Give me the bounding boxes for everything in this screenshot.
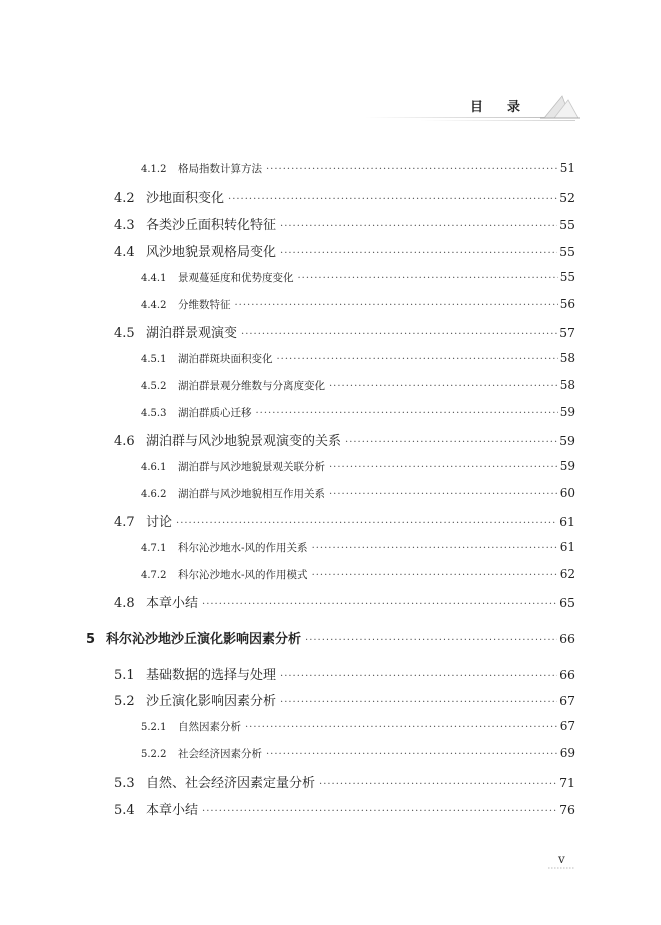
- toc-entry-title: 景观蔓延度和优势度变化: [178, 272, 294, 284]
- toc-entry-number: 4.5.3: [141, 408, 167, 419]
- toc-entry-page: 59: [559, 433, 575, 448]
- toc-leader-dots: [329, 489, 558, 500]
- toc-entry-page: 65: [559, 595, 575, 610]
- toc-entry[interactable]: [141, 540, 575, 555]
- toc-leader-dots: [228, 194, 557, 205]
- toc-leader-dots: [280, 697, 557, 708]
- toc-entry-page: 61: [559, 514, 575, 529]
- toc-entry[interactable]: [114, 664, 575, 683]
- toc-chapter-entry[interactable]: [86, 628, 575, 647]
- toc-leader-dots: [245, 722, 558, 733]
- toc-entry-title: 本章小结: [146, 803, 199, 818]
- toc-leader-dots: [202, 806, 557, 817]
- toc-entry-number: 4.5.2: [141, 381, 167, 392]
- toc-entry-page: 76: [559, 802, 575, 817]
- toc-entry-page: 62: [559, 567, 575, 581]
- toc-entry-page: 67: [559, 719, 575, 733]
- toc-entry-page: 67: [559, 693, 575, 708]
- toc-entry-page: 52: [559, 190, 575, 205]
- toc-leader-dots: [312, 543, 558, 554]
- toc-entry-number: 4.5.1: [141, 354, 167, 365]
- toc-entry-page: 59: [559, 405, 575, 419]
- toc-entry-title: 自然、社会经济因素定量分析: [146, 776, 316, 791]
- toc-entry-page: 69: [559, 746, 575, 760]
- toc-entry[interactable]: [114, 214, 575, 233]
- toc-entry-number: 4.5: [114, 326, 135, 341]
- header-rule-secondary: [420, 120, 575, 121]
- toc-entry[interactable]: [114, 799, 575, 818]
- toc-entry-title: 社会经济因素分析: [178, 748, 262, 760]
- toc-entry[interactable]: [141, 270, 575, 285]
- toc-entry-number: 5.2: [114, 694, 135, 709]
- footer-decoration-icon: [548, 866, 574, 870]
- toc-entry-title: 自然因素分析: [178, 721, 241, 733]
- toc-leader-dots: [277, 354, 558, 365]
- toc-entry-title: 沙丘演化影响因素分析: [146, 694, 277, 709]
- toc-entry-number: 4.4.2: [141, 300, 167, 311]
- toc-entry[interactable]: [141, 161, 575, 176]
- toc-leader-dots: [280, 221, 557, 232]
- toc-leader-dots: [176, 518, 557, 529]
- toc-entry[interactable]: [114, 690, 575, 709]
- toc-entry-title: 湖泊群景观演变: [146, 326, 238, 341]
- toc-entry-title: 分维数特征: [178, 299, 231, 311]
- toc-entry-number: 5.2.1: [141, 722, 167, 733]
- toc-entry-title: 湖泊群与风沙地貌相互作用关系: [178, 488, 325, 500]
- toc-entry[interactable]: [141, 486, 575, 501]
- toc-entry[interactable]: [141, 746, 575, 761]
- toc-entry[interactable]: [114, 241, 575, 260]
- toc-entry-page: 56: [559, 297, 575, 311]
- toc-entry-title: 科尔沁沙地水-风的作用模式: [178, 569, 308, 581]
- toc-entry-number: 5.1: [114, 668, 135, 683]
- toc-entry[interactable]: [141, 351, 575, 366]
- header-title-char: 录: [507, 100, 521, 115]
- toc-leader-dots: [241, 329, 557, 340]
- toc-entry-page: 55: [559, 270, 575, 284]
- toc-leader-dots: [202, 599, 557, 610]
- page-number: v: [558, 852, 565, 866]
- toc-entry[interactable]: [141, 297, 575, 312]
- toc-entry-page: 58: [559, 351, 575, 365]
- toc-entry-number: 4.6: [114, 434, 135, 449]
- toc-leader-dots: [235, 300, 558, 311]
- toc-entry-number: 4.6.2: [141, 489, 167, 500]
- toc-entry[interactable]: [114, 772, 575, 791]
- toc-entry-number: 5.4: [114, 803, 135, 818]
- toc-entry[interactable]: [141, 567, 575, 582]
- toc-leader-dots: [319, 779, 557, 790]
- toc-entry-page: 66: [559, 667, 575, 682]
- toc-entry-page: 57: [559, 325, 575, 340]
- header-rule: [365, 117, 565, 118]
- toc-entry-title: 格局指数计算方法: [178, 163, 262, 175]
- toc-entry[interactable]: [141, 459, 575, 474]
- toc-entry-page: 71: [559, 775, 575, 790]
- toc-entry[interactable]: [141, 378, 575, 393]
- header-decoration-icon: [540, 92, 580, 120]
- toc-entry-page: 51: [559, 161, 575, 175]
- toc-entry-title: 本章小结: [146, 596, 199, 611]
- toc-entry-page: 61: [559, 540, 575, 554]
- toc-entry-page: 66: [559, 631, 575, 646]
- toc-entry-title: 风沙地貌景观格局变化: [146, 245, 277, 260]
- toc-leader-dots: [329, 462, 558, 473]
- toc-leader-dots: [305, 635, 557, 646]
- toc-entry-page: 59: [559, 459, 575, 473]
- toc-entry-title: 讨论: [146, 515, 173, 530]
- toc-leader-dots: [345, 437, 557, 448]
- toc-entry-number: 4.2: [114, 191, 135, 206]
- toc-entry-title: 湖泊群质心迁移: [178, 407, 252, 419]
- toc-entry-number: 5.2.2: [141, 749, 167, 760]
- toc-entry[interactable]: [141, 719, 575, 734]
- toc-leader-dots: [266, 749, 558, 760]
- toc-entry-number: 5.3: [114, 776, 135, 791]
- toc-entry-number: 4.7.1: [141, 543, 167, 554]
- toc-entry-number: 4.4.1: [141, 273, 167, 284]
- toc-entry-title: 湖泊群与风沙地貌景观关联分析: [178, 461, 325, 473]
- toc-entry[interactable]: [114, 430, 575, 449]
- toc-entry-page: 58: [559, 378, 575, 392]
- toc-entry-page: 60: [559, 486, 575, 500]
- header-title-char: 目: [470, 100, 484, 115]
- header-title: [470, 96, 520, 115]
- toc-entry-title: 沙地面积变化: [146, 191, 225, 206]
- toc-entry-title: 湖泊群斑块面积变化: [178, 353, 273, 365]
- toc-entry-title: 科尔沁沙地水-风的作用关系: [178, 542, 308, 554]
- toc-leader-dots: [266, 164, 558, 175]
- toc-entry[interactable]: [114, 592, 575, 611]
- toc-entry-number: 4.7: [114, 515, 135, 530]
- toc-entry-title: 湖泊群与风沙地貌景观演变的关系: [146, 434, 342, 449]
- toc-entry-title: 湖泊群景观分维数与分离度变化: [178, 380, 325, 392]
- toc-entry[interactable]: [114, 511, 575, 530]
- toc-entry-number: 4.6.1: [141, 462, 167, 473]
- toc-leader-dots: [312, 570, 558, 581]
- toc-leader-dots: [298, 273, 558, 284]
- toc-leader-dots: [280, 671, 557, 682]
- toc-leader-dots: [329, 381, 558, 392]
- toc-entry-title: 科尔沁沙地沙丘演化影响因素分析: [106, 632, 302, 647]
- toc-entry-page: 55: [559, 217, 575, 232]
- toc-entry-title: 各类沙丘面积转化特征: [146, 218, 277, 233]
- toc-leader-dots: [256, 408, 558, 419]
- toc-entry-number: 4.8: [114, 596, 135, 611]
- toc-entry-number: 4.1.2: [141, 164, 167, 175]
- page-header: [0, 0, 661, 130]
- toc-entry-number: 4.4: [114, 245, 135, 260]
- toc-entry[interactable]: [114, 322, 575, 341]
- toc-leader-dots: [280, 248, 557, 259]
- toc-entry-title: 基础数据的选择与处理: [146, 668, 277, 683]
- toc-entry[interactable]: [141, 405, 575, 420]
- toc-entry-page: 55: [559, 244, 575, 259]
- toc-entry-number: 5: [86, 632, 96, 647]
- toc-entry-number: 4.7.2: [141, 570, 167, 581]
- toc-entry[interactable]: [114, 187, 575, 206]
- toc-entry-number: 4.3: [114, 218, 135, 233]
